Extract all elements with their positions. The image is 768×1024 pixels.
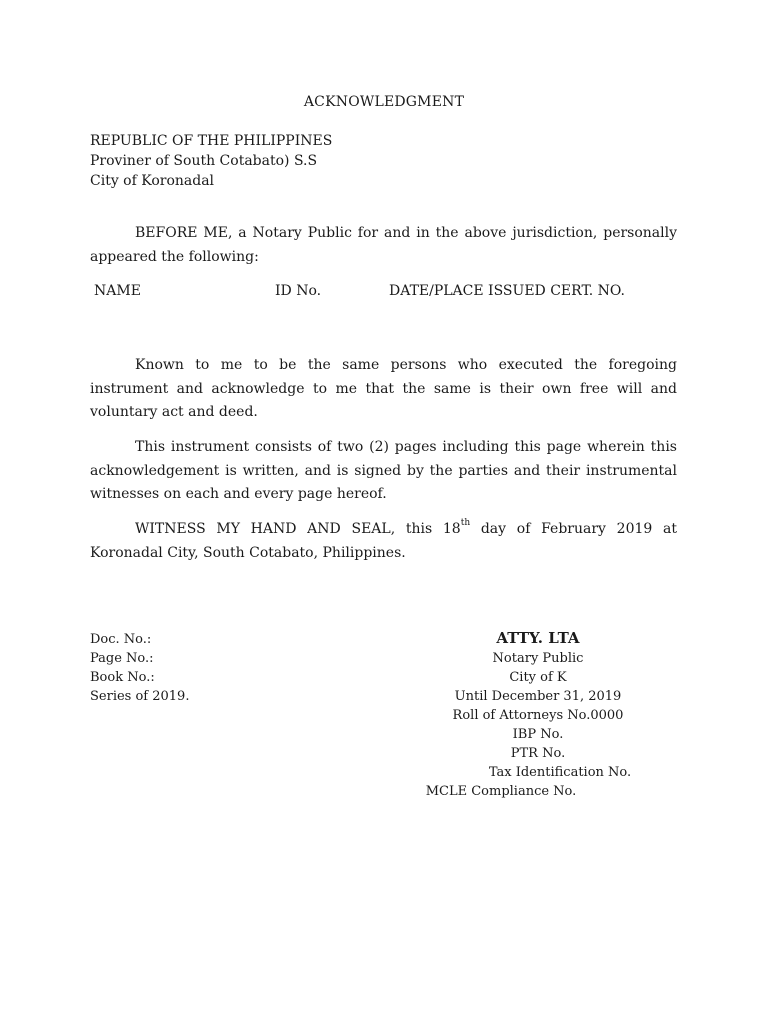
book-no-label: Book No.:	[90, 670, 155, 685]
notarial-record-block	[90, 630, 189, 706]
notary-roll-of-attorneys: Roll of Attorneys No.0000	[452, 708, 624, 723]
notary-tax-id: Tax Identification No.	[488, 765, 632, 780]
notary-mcle-compliance: MCLE Compliance No.	[425, 784, 577, 799]
paragraph-instrument-pages: This instrument consists of two (2) pages including this page wherein this acknowledgement is written, and is signed by the parties and their instrumental witnesses on each and every page hereof.	[90, 439, 677, 502]
witness-text-before: WITNESS MY HAND AND SEAL, this 18	[135, 521, 461, 537]
notary-signature-block	[400, 628, 676, 801]
notary-commission-until: Until December 31, 2019	[454, 689, 622, 704]
day-ordinal-suffix: th	[460, 518, 471, 529]
venue-line-republic: REPUBLIC OF THE PHILIPPINES	[90, 133, 333, 149]
witness-text-after: day of February 2019 at Koronadal City, South Cotabato, Philippines.	[90, 521, 677, 561]
venue-line-province: Proviner of South Cotabato) S.S	[90, 153, 318, 169]
venue-block	[90, 131, 332, 191]
column-header-id: ID No.	[275, 283, 322, 299]
paragraph-witness	[90, 518, 677, 565]
document-title: ACKNOWLEDGMENT	[303, 94, 465, 110]
column-header-name: NAME	[94, 283, 141, 299]
column-header-date-place: DATE/PLACE ISSUED CERT. NO.	[389, 283, 625, 299]
before-me-lead: BEFORE ME	[135, 225, 228, 241]
notary-ptr-no: PTR No.	[510, 746, 566, 761]
paragraph-before-me	[90, 222, 677, 269]
notary-title: Notary Public	[492, 651, 584, 666]
parties-table-header	[94, 283, 694, 303]
series-label: Series of 2019.	[90, 689, 190, 704]
notary-city: City of K	[509, 670, 567, 685]
notary-name: ATTY. LTA	[496, 629, 580, 647]
before-me-rest: , a Notary Public for and in the above jurisdiction, personally appeared the following:	[90, 225, 678, 265]
paragraph-known-to-me: Known to me to be the same persons who executed the foregoing instrument and acknowledge to me that the same is their own free will and voluntary act and deed.	[90, 357, 677, 420]
notary-ibp-no: IBP No.	[512, 727, 564, 742]
venue-line-city: City of Koronadal	[90, 173, 215, 189]
doc-no-label: Doc. No.:	[90, 632, 152, 647]
page-no-label: Page No.:	[90, 651, 154, 666]
